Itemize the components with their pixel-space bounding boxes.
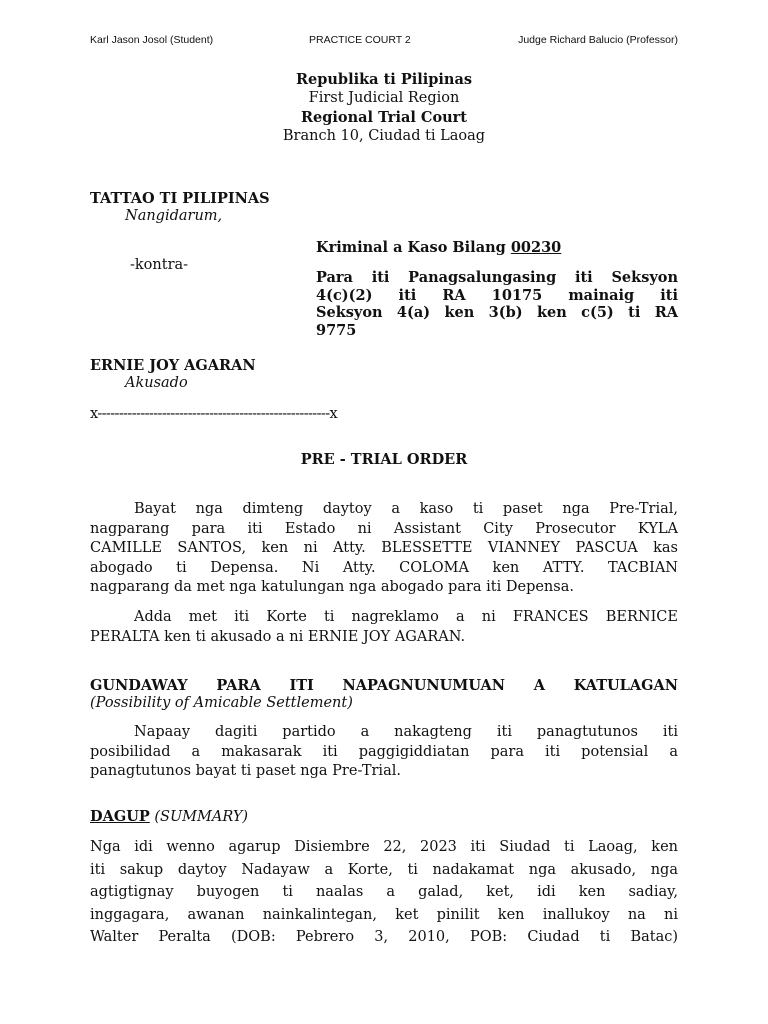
- paragraph-line: iti sakup daytoy Nadayaw a Korte, ti nadakamat nga akusado, nga: [90, 861, 678, 878]
- paragraph-line: inggagara, awanan nainkalintegan, ket pinilit ken inallukoy na ni: [90, 906, 678, 923]
- accused-name: ERNIE JOY AGARAN: [90, 357, 256, 374]
- plaintiff-name: TATTAO TI PILIPINAS: [90, 190, 270, 207]
- section-heading: GUNDAWAY PARA ITI NAPAGNUNUMUAN A KATULAGAN: [90, 677, 678, 694]
- paragraph-line: panagtutunos bayat ti paset nga Pre-Trial.: [90, 763, 401, 779]
- caption-region: First Judicial Region: [308, 90, 460, 106]
- page-header: [0, 34, 768, 52]
- paragraph-settlement: [90, 723, 678, 782]
- paragraph-summary: [90, 836, 678, 949]
- caption-court: Regional Trial Court: [300, 109, 467, 126]
- plaintiff-role: Nangidarum,: [125, 208, 223, 224]
- paragraph-line: Napaay dagiti partido a nakagteng iti panagtutunos iti: [134, 724, 678, 740]
- court-caption: [0, 70, 768, 146]
- case-desc-line: Para iti Panagsalungasing iti Seksyon: [316, 269, 678, 286]
- paragraph-line: nagparang da met nga katulungan nga abogado para iti Depensa.: [90, 579, 574, 595]
- case-description: [316, 269, 678, 339]
- paragraph-line: Walter Peralta (DOB: Pebrero 3, 2010, POB: Ciudad ti Batac): [90, 929, 678, 945]
- header-course: PRACTICE COURT 2: [309, 34, 411, 46]
- paragraph-line: Bayat nga dimteng daytoy a kaso ti paset nga Pre-Trial,: [134, 501, 678, 517]
- paragraph-line: CAMILLE SANTOS, ken ni Atty. BLESSETTE VIANNEY PASCUA kas: [90, 540, 678, 556]
- section-subheading: (Possibility of Amicable Settlement): [90, 694, 353, 711]
- paragraph-line: Nga idi wenno agarup Disiembre 22, 2023 iti Siudad ti Laoag, ken: [90, 839, 678, 855]
- section-summary-heading: [90, 807, 248, 827]
- summary-heading: DAGUP: [90, 808, 150, 825]
- caption-separator: x------------------------------------------------------x: [90, 406, 338, 422]
- caption-republic: Republika ti Pilipinas: [295, 71, 473, 88]
- versus-label: -kontra-: [130, 257, 189, 273]
- case-number: 00230: [510, 239, 562, 256]
- paragraph-line: posibilidad a makasarak iti paggigiddiatan para iti potensial a: [90, 743, 678, 760]
- case-number-line: [316, 238, 561, 257]
- header-professor: Judge Richard Balucio (Professor): [518, 34, 678, 46]
- case-label: Kriminal a Kaso Bilang: [316, 239, 511, 256]
- paragraph-line: PERALTA ken ti akusado a ni ERNIE JOY AGARAN.: [90, 628, 466, 645]
- paragraph-line: nagparang para iti Estado ni Assistant City Prosecutor KYLA: [90, 520, 678, 537]
- paragraph-parties-present: [90, 608, 678, 647]
- case-desc-line: 9775: [316, 321, 357, 339]
- case-desc-line: Seksyon 4(a) ken 3(b) ken c(5) ti RA: [316, 304, 678, 321]
- paragraph-appearances: [90, 500, 678, 598]
- summary-subheading: (SUMMARY): [149, 809, 249, 825]
- order-title: PRE - TRIAL ORDER: [300, 451, 468, 468]
- header-student: Karl Jason Josol (Student): [90, 34, 214, 46]
- accused-role: Akusado: [125, 375, 188, 391]
- paragraph-line: abogado ti Depensa. Ni Atty. COLOMA ken ATTY. TACBIAN: [90, 559, 678, 576]
- caption-branch: Branch 10, Ciudad ti Laoag: [282, 128, 486, 144]
- section-amicable-settlement: [90, 676, 678, 713]
- case-desc-line: 4(c)(2) iti RA 10175 mainaig iti: [316, 286, 678, 304]
- paragraph-line: agtigtignay buyogen ti naalas a galad, ket, idi ken sadiay,: [90, 884, 678, 900]
- paragraph-line: Adda met iti Korte ti nagreklamo a ni FRANCES BERNICE: [134, 609, 678, 625]
